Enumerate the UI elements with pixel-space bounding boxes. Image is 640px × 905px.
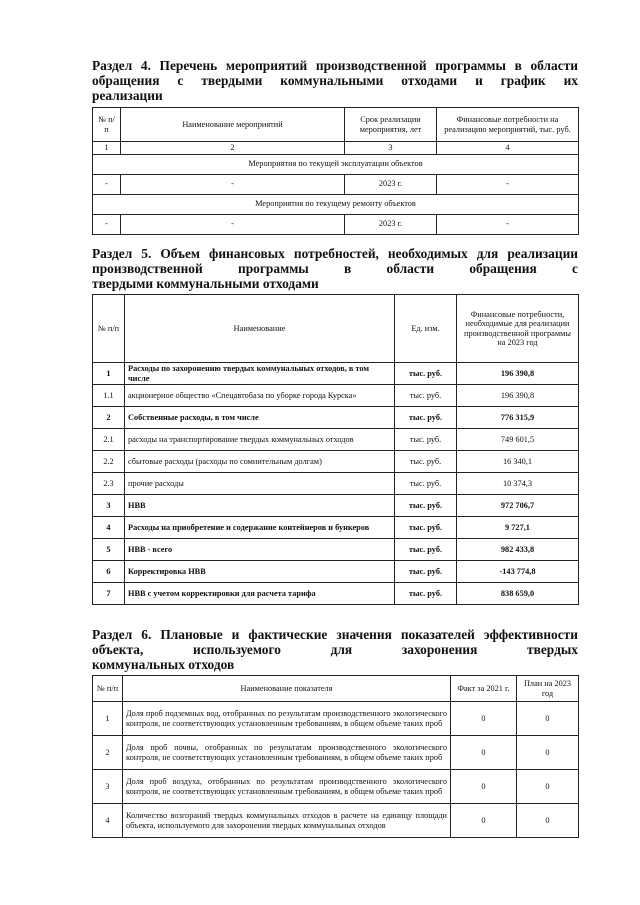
section4-heading bbox=[92, 58, 578, 103]
section5-header-num: № п/п bbox=[93, 295, 125, 363]
section5-row-1-name: Расходы по захоронению твердых коммунальных отходов, в том числе bbox=[125, 363, 395, 385]
section5-header-finance: Финансовые потребности, необходимые для реализации производственной программы на 2023 год bbox=[457, 295, 579, 363]
section5-row-6-name: Корректировка НВВ bbox=[125, 561, 395, 583]
section5-row-7-name: НВВ с учетом корректировки для расчета тарифа bbox=[125, 583, 395, 605]
section5-row-2-value: 776 315,9 bbox=[457, 407, 579, 429]
section5-row-2-1-num: 2.1 bbox=[93, 429, 125, 451]
section5-row-2-2-unit: тыс. руб. bbox=[395, 451, 457, 473]
section6-header-num: № п/п bbox=[93, 676, 123, 702]
section6-row-3 bbox=[93, 770, 579, 804]
section5-row-2-1 bbox=[93, 429, 579, 451]
section5-row-2 bbox=[93, 407, 579, 429]
section4-header-name: Наименование мероприятий bbox=[121, 108, 345, 142]
section6-row-4-num: 4 bbox=[93, 804, 123, 838]
section6-title-line1: Раздел 6. Плановые и фактические значения показателей bbox=[92, 627, 475, 642]
section4-group2-label: Мероприятия по текущему ремонту объектов bbox=[93, 194, 579, 214]
section5-row-1-1 bbox=[93, 385, 579, 407]
section5-row-7 bbox=[93, 583, 579, 605]
section5-row-4-name: Расходы на приобретение и содержание контейнеров и бункеров bbox=[125, 517, 395, 539]
section4-colnum-3: 3 bbox=[345, 142, 437, 155]
section5-row-6 bbox=[93, 561, 579, 583]
section6-row-2-num: 2 bbox=[93, 736, 123, 770]
section5-row-6-unit: тыс. руб. bbox=[395, 561, 457, 583]
section6-table bbox=[92, 675, 579, 838]
section4-colnum-1: 1 bbox=[93, 142, 121, 155]
section5-row-3-name: НВВ bbox=[125, 495, 395, 517]
section6-title-line3: коммунальных отходов bbox=[92, 657, 235, 672]
section5-table bbox=[92, 294, 579, 605]
section6-row-3-fact: 0 bbox=[451, 770, 517, 804]
section4-row2 bbox=[93, 214, 579, 234]
section4-group2-row bbox=[93, 194, 579, 214]
section5-title-line3: твердыми коммунальными отходами bbox=[92, 276, 319, 291]
section4-row2-name: - bbox=[121, 214, 345, 234]
section6-row-3-num: 3 bbox=[93, 770, 123, 804]
section5-row-6-num: 6 bbox=[93, 561, 125, 583]
section5-title-line1: Раздел 5. Объем финансовых потребностей, необходимых для bbox=[92, 246, 499, 261]
section5-row-2-1-value: 749 601,5 bbox=[457, 429, 579, 451]
section5-row-2-1-unit: тыс. руб. bbox=[395, 429, 457, 451]
section5-row-2-num: 2 bbox=[93, 407, 125, 429]
section6-header-name: Наименование показателя bbox=[123, 676, 451, 702]
section5-row-5-unit: тыс. руб. bbox=[395, 539, 457, 561]
section5-header-name: Наименование bbox=[125, 295, 395, 363]
section5-row-4-num: 4 bbox=[93, 517, 125, 539]
section5-row-2-3-value: 10 374,3 bbox=[457, 473, 579, 495]
section5-row-3-num: 3 bbox=[93, 495, 125, 517]
section4-title-line2: области обращения с твердыми коммунальными отходами и график их bbox=[92, 58, 578, 88]
section5-row-2-1-name: расходы на транспортирование твердых коммунальных отходов bbox=[125, 429, 395, 451]
section6-row-1-num: 1 bbox=[93, 702, 123, 736]
section4-title-line1: Раздел 4. Перечень мероприятий производственной программы в bbox=[92, 58, 522, 73]
section6-header-fact: Факт за 2021 г. bbox=[451, 676, 517, 702]
section5-row-2-3-num: 2.3 bbox=[93, 473, 125, 495]
section4-header-row bbox=[93, 108, 579, 142]
section6-row-2-fact: 0 bbox=[451, 736, 517, 770]
section6-row-2 bbox=[93, 736, 579, 770]
section6-row-4-name: Количество возгораний твердых коммунальных отходов в расчете на единицу площади объекта, используемого для захоронения твердых коммунальных отходов bbox=[123, 804, 451, 838]
section5-row-2-unit: тыс. руб. bbox=[395, 407, 457, 429]
section4-group1-label: Мероприятия по текущей эксплуатации объектов bbox=[93, 154, 579, 174]
section5-row-2-3 bbox=[93, 473, 579, 495]
section6-row-1 bbox=[93, 702, 579, 736]
section6-row-2-name: Доля проб почвы, отобранных по результатам производственного экологического контроля, не соответствующих установленным требованиям, в общем объеме таких проб bbox=[123, 736, 451, 770]
section4-row1-finance: - bbox=[437, 174, 579, 194]
section5-row-1-1-name: акционерное общество «Спецавтобаза по уборке города Курска» bbox=[125, 385, 395, 407]
section4-header-num: № п/п bbox=[93, 108, 121, 142]
section6-heading bbox=[92, 627, 578, 672]
section4-table bbox=[92, 107, 579, 235]
section4-row2-finance: - bbox=[437, 214, 579, 234]
section5-row-3 bbox=[93, 495, 579, 517]
section6-header-plan: План на 2023 год bbox=[517, 676, 579, 702]
section5-row-5-name: НВВ - всего bbox=[125, 539, 395, 561]
section5-heading bbox=[92, 246, 578, 291]
section5-row-4 bbox=[93, 517, 579, 539]
section5-row-7-num: 7 bbox=[93, 583, 125, 605]
section4-header-term: Срок реализации мероприятия, лет bbox=[345, 108, 437, 142]
section4-colnum-2: 2 bbox=[121, 142, 345, 155]
section5-row-2-name: Собственные расходы, в том числе bbox=[125, 407, 395, 429]
section6-row-3-name: Доля проб воздуха, отобранных по результатам производственного экологического контроля, не соответствующих установленным требованиям, в общем объеме таких проб bbox=[123, 770, 451, 804]
section6-row-1-name: Доля проб подземных вод, отобранных по результатам производственного экологического контроля, не соответствующих установленным требованиям, в общем объеме таких проб bbox=[123, 702, 451, 736]
section5-row-5-num: 5 bbox=[93, 539, 125, 561]
section5-row-1-1-unit: тыс. руб. bbox=[395, 385, 457, 407]
section5-header-row bbox=[93, 295, 579, 363]
section5-row-1-unit: тыс. руб. bbox=[395, 363, 457, 385]
section5-row-2-3-unit: тыс. руб. bbox=[395, 473, 457, 495]
section4-colnum-4: 4 bbox=[437, 142, 579, 155]
section5-row-2-2-value: 16 340,1 bbox=[457, 451, 579, 473]
section5-row-1-value: 196 390,8 bbox=[457, 363, 579, 385]
section4-row1-term: 2023 г. bbox=[345, 174, 437, 194]
section4-row2-num: - bbox=[93, 214, 121, 234]
section5-row-4-unit: тыс. руб. bbox=[395, 517, 457, 539]
section4-group1-row bbox=[93, 154, 579, 174]
section5-row-2-2-name: сбытовые расходы (расходы по сомнительным долгам) bbox=[125, 451, 395, 473]
section4-row2-term: 2023 г. bbox=[345, 214, 437, 234]
section5-row-3-value: 972 706,7 bbox=[457, 495, 579, 517]
section5-row-1-1-num: 1.1 bbox=[93, 385, 125, 407]
section6-header-row bbox=[93, 676, 579, 702]
section5-row-1 bbox=[93, 363, 579, 385]
section4-row1 bbox=[93, 174, 579, 194]
section4-row1-name: - bbox=[121, 174, 345, 194]
section4-header-finance: Финансовые потребности на реализацию мероприятий, тыс. руб. bbox=[437, 108, 579, 142]
section5-row-2-3-name: прочие расходы bbox=[125, 473, 395, 495]
section5-row-2-2-num: 2.2 bbox=[93, 451, 125, 473]
section5-header-unit: Ед. изм. bbox=[395, 295, 457, 363]
section6-row-1-plan: 0 bbox=[517, 702, 579, 736]
section5-row-7-unit: тыс. руб. bbox=[395, 583, 457, 605]
section6-row-2-plan: 0 bbox=[517, 736, 579, 770]
section5-row-2-2 bbox=[93, 451, 579, 473]
section4-title-line3: реализации bbox=[92, 88, 163, 103]
section5-title-line2: реализации производственной программы в области обращения с bbox=[92, 246, 578, 276]
section5-row-4-value: 9 727,1 bbox=[457, 517, 579, 539]
section6-row-4-plan: 0 bbox=[517, 804, 579, 838]
section5-row-1-1-value: 196 390,8 bbox=[457, 385, 579, 407]
section5-row-5 bbox=[93, 539, 579, 561]
section6-title-line2: эффективности объекта, используемого для захоронения твердых bbox=[92, 627, 578, 657]
section5-row-6-value: -143 774,8 bbox=[457, 561, 579, 583]
section5-row-1-num: 1 bbox=[93, 363, 125, 385]
section6-row-1-fact: 0 bbox=[451, 702, 517, 736]
section6-row-3-plan: 0 bbox=[517, 770, 579, 804]
section5-row-3-unit: тыс. руб. bbox=[395, 495, 457, 517]
section4-colnum-row bbox=[93, 142, 579, 155]
section6-row-4-fact: 0 bbox=[451, 804, 517, 838]
section5-row-7-value: 838 659,0 bbox=[457, 583, 579, 605]
section4-row1-num: - bbox=[93, 174, 121, 194]
section6-row-4 bbox=[93, 804, 579, 838]
section5-row-5-value: 982 433,8 bbox=[457, 539, 579, 561]
